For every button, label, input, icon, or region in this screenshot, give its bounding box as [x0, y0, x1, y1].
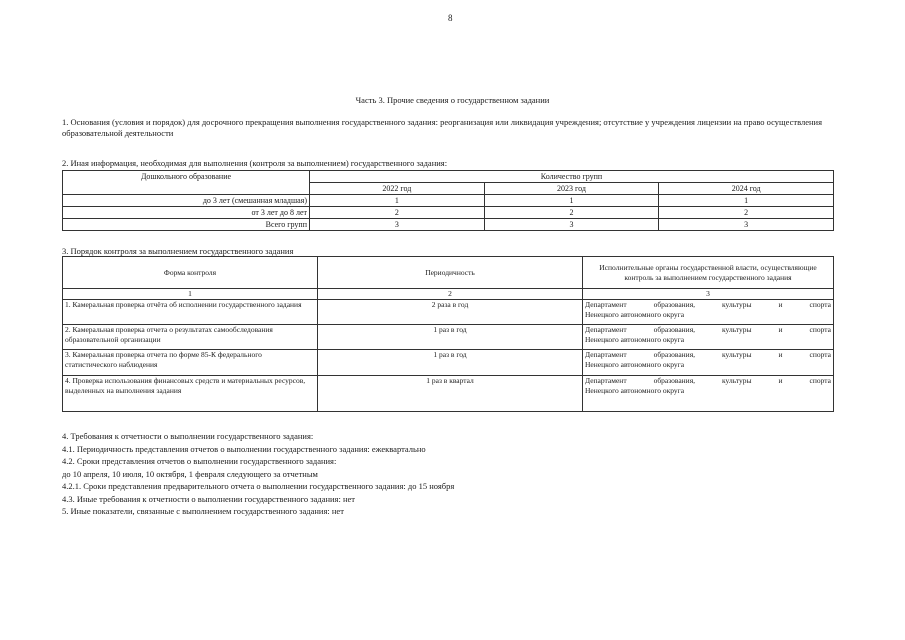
control-form: 4. Проверка использования финансовых средств и материальных ресурсов, выделенных на выполнения задания [63, 376, 318, 412]
cell-value: 2 [484, 207, 659, 219]
control-period: 1 раз в год [318, 325, 583, 350]
report-line: до 10 апреля, 10 июля, 10 октября, 1 февраля следующего за отчетным [62, 468, 318, 479]
table-row [63, 219, 834, 231]
control-period: 1 раз в год [318, 350, 583, 376]
control-period: 2 раза в год [318, 300, 583, 325]
authority-line: Ненецкого автономного округа [585, 386, 685, 395]
groups-count-header: Количество групп [310, 171, 834, 183]
cell-value: 2 [310, 207, 485, 219]
report-line: 4.2.1. Сроки представления предварительного отчета о выполнении государственного задания: до 15 ноября [62, 481, 455, 491]
cell-value: 3 [310, 219, 485, 231]
row-label: от 3 лет до 8 лет [63, 207, 310, 219]
report-line: 4. Требования к отчетности о выполнении государственного задания: [62, 431, 314, 441]
control-authority [583, 376, 834, 412]
control-period: 1 раз в квартал [318, 376, 583, 412]
authority-line: Ненецкого автономного округа [585, 335, 685, 344]
cell-value: 1 [484, 195, 659, 207]
authority-line: Департамент образования, культуры и спорта [585, 300, 831, 309]
control-authority [583, 350, 834, 376]
table-number-row [63, 289, 834, 300]
column-number: 2 [318, 289, 583, 300]
table-row [63, 325, 834, 350]
year-header: 2024 год [659, 183, 834, 195]
section-1-text: 1. Основания (условия и порядок) для досрочного прекращения выполнения государственного задания: реорганизация или ликвидация учреждения; отсутствие у учреждения лицензии на право осуществления образовательной деятельности [62, 117, 822, 138]
section-3-title: 3. Порядок контроля за выполнением государственного задания [62, 246, 294, 256]
section-2-title: 2. Иная информация, необходимая для выполнения (контроля за выполнением) государственного задания: [62, 158, 448, 168]
authority-line: Ненецкого автономного округа [585, 310, 685, 319]
cell-value: 3 [484, 219, 659, 231]
authority-line: Департамент образования, культуры и спорта [585, 325, 831, 334]
control-authority [583, 325, 834, 350]
column-number: 3 [583, 289, 834, 300]
cell-value: 3 [659, 219, 834, 231]
authority-header: Исполнительные органы государственной власти, осуществляющие контроль за выполнением государственного задания [583, 257, 834, 289]
page-number: 8 [448, 13, 453, 23]
report-line: 4.1. Периодичность представления отчетов о выполнении государственного задания: ежеквартально [62, 443, 426, 454]
year-header: 2023 год [484, 183, 659, 195]
column-number: 1 [63, 289, 318, 300]
authority-line: Департамент образования, культуры и спорта [585, 376, 831, 385]
control-table [62, 256, 834, 412]
control-form: 2. Камеральная проверка отчета о результатах самообследования образовательной организации [63, 325, 318, 350]
table-row [63, 376, 834, 412]
authority-line: Департамент образования, культуры и спорта [585, 350, 831, 359]
authority-line: Ненецкого автономного округа [585, 360, 685, 369]
control-form: 1. Камеральная проверка отчёта об исполнении государственного задания [63, 300, 318, 325]
control-form: 3. Камеральная проверка отчета по форме 85-К федерального статистического наблюдения [63, 350, 318, 376]
table-header-row [63, 257, 834, 289]
cell-value: 1 [659, 195, 834, 207]
table-row [63, 195, 834, 207]
groups-table [62, 170, 834, 231]
row-label: до 3 лет (смешанная младшая) [63, 195, 310, 207]
cell-value: 2 [659, 207, 834, 219]
report-line: 5. Иные показатели, связанные с выполнением государственного задания: нет [62, 506, 344, 516]
control-form-header: Форма контроля [63, 257, 318, 289]
periodicity-header: Периодичность [318, 257, 583, 289]
table-row [63, 207, 834, 219]
report-line: 4.2. Сроки представления отчетов о выполнении государственного задания: [62, 456, 337, 466]
row-label: Всего групп [63, 219, 310, 231]
table-row [63, 350, 834, 376]
table-row [63, 300, 834, 325]
report-line: 4.3. Иные требования к отчетности о выполнении государственного задания: нет [62, 493, 355, 504]
part-title: Часть 3. Прочие сведения о государственном задании [355, 95, 550, 105]
year-header: 2022 год [310, 183, 485, 195]
education-header: Дошкольного образование [63, 171, 310, 195]
section-4 [62, 430, 842, 518]
cell-value: 1 [310, 195, 485, 207]
control-authority [583, 300, 834, 325]
table-header-row [63, 171, 834, 183]
